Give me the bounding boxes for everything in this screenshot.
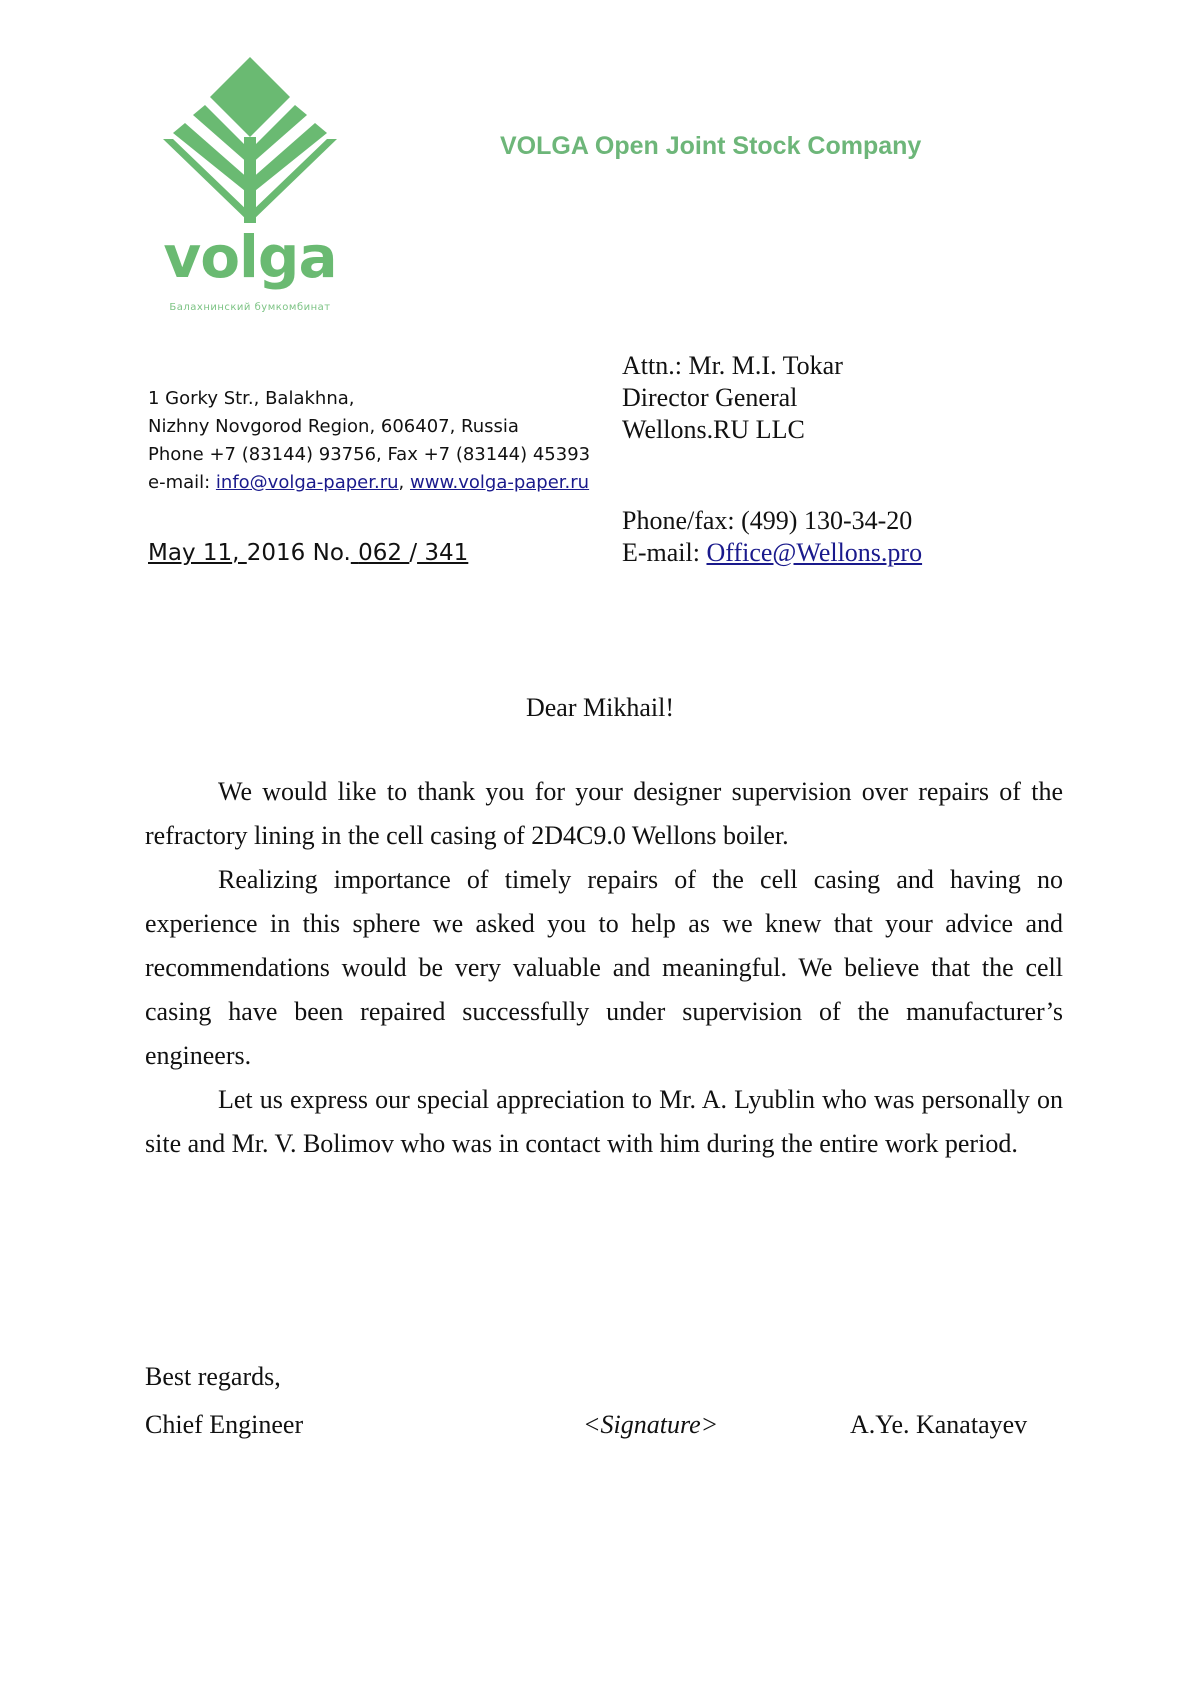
recipient-email-label: E-mail: — [622, 538, 707, 567]
closing: Best regards, — [145, 1362, 281, 1391]
letter-body — [145, 770, 1063, 1166]
date: May 11 — [148, 540, 233, 566]
recipient-title: Director General — [622, 383, 798, 412]
recipient-email-link[interactable]: Office@Wellons.pro — [706, 538, 923, 567]
recipient-email-line — [622, 537, 922, 569]
ref-slash: / — [409, 540, 418, 566]
logo-subtitle: Балахнинский бумкомбинат — [169, 302, 331, 313]
company-logo — [155, 55, 355, 325]
recipient-company: Wellons.RU LLC — [622, 415, 805, 444]
tree-diamond-icon — [155, 55, 345, 225]
paragraph: Let us express our special appreciation to Mr. A. Lyublin who was personally on site and Mr. V. Bolimov who was in contact with him during the entire work period. — [145, 1085, 1063, 1158]
logo-wordmark: volga — [163, 223, 337, 291]
year-no: 2016 No. — [246, 540, 351, 566]
email-label: e-mail: — [148, 472, 216, 493]
company-name: VOLGA Open Joint Stock Company — [500, 132, 922, 160]
sender-email-link[interactable]: info@volga-paper.ru — [215, 472, 399, 493]
paragraph: Realizing importance of timely repairs of the cell casing and having no experience in this sphere we asked you to help as we knew that your advice and recommendations would be very valuable and meaningful. We believe that the cell casing have been repaired successfully under supervision of the manufacturer’s engineers. — [145, 865, 1063, 1070]
phone-fax-line: Phone +7 (83144) 93756, Fax +7 (83144) 45393 — [148, 444, 591, 465]
email-line — [148, 469, 590, 497]
greeting: Dear Mikhail! — [525, 693, 674, 722]
ref-number-2: 341 — [417, 540, 469, 566]
recipient-contact — [622, 505, 922, 569]
date-reference-line — [148, 540, 468, 566]
sender-address — [148, 385, 590, 497]
address-line-1: 1 Gorky Str., Balakhna, — [148, 388, 355, 409]
ref-number-1: 062 — [358, 540, 410, 566]
sender-website-link[interactable]: www.volga-paper.ru — [410, 472, 590, 493]
num-space — [351, 540, 358, 566]
recipient-attn: Attn.: Mr. M.I. Tokar — [622, 351, 843, 380]
recipient-block — [622, 350, 843, 446]
signer-title: Chief Engineer — [145, 1410, 304, 1439]
paragraph: We would like to thank you for your designer supervision over repairs of the refractory lining in the cell casing of 2D4C9.0 Wellons boiler. — [145, 777, 1063, 850]
date-comma: , — [232, 540, 247, 566]
address-line-2: Nizhny Novgorod Region, 606407, Russia — [148, 416, 519, 437]
signature-placeholder: <Signature> — [583, 1410, 719, 1439]
signer-name: A.Ye. Kanatayev — [850, 1410, 1028, 1439]
recipient-phone: Phone/fax: (499) 130-34-20 — [622, 506, 913, 535]
separator: , — [398, 472, 410, 493]
